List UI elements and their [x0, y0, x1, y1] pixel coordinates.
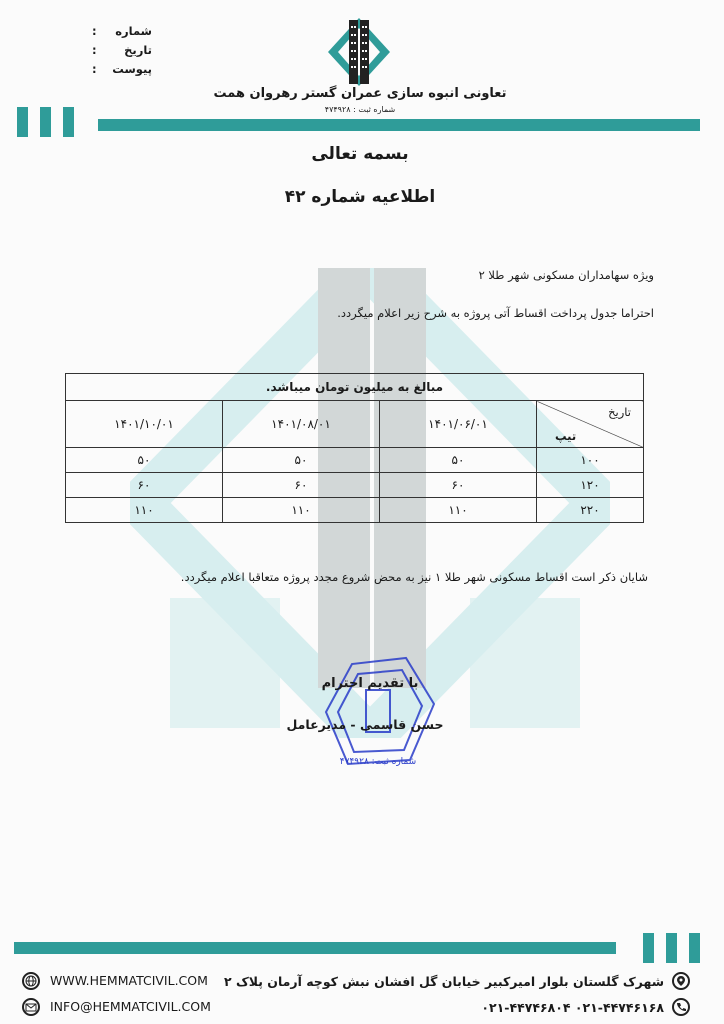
- address-text: شهرک گلستان بلوار امیرکبیر خیابان گل افشان نبش کوچه آرمان پلاک ۲: [223, 974, 664, 989]
- phone-numbers: ۰۲۱-۴۴۷۴۶۸۰۴ ۰۲۱-۴۴۷۴۶۱۶۸: [481, 1000, 664, 1015]
- header-bar-accent: [17, 107, 28, 137]
- addressee-line: ویژه سهامداران مسکونی شهر طلا ۲: [478, 268, 654, 282]
- amount-cell: ۵۰: [223, 448, 380, 473]
- header-rule: [98, 119, 700, 131]
- footer-bar-accent: [689, 933, 700, 963]
- stamp-reg-text: شماره ثبت: ۴۷۴۹۲۸: [339, 757, 417, 767]
- website-link[interactable]: WWW.HEMMATCIVIL.COM: [50, 973, 208, 988]
- amount-cell: ۱۱۰: [380, 498, 537, 523]
- amount-cell: ۵۰: [66, 448, 223, 473]
- table-header-row: [66, 401, 644, 448]
- company-stamp: [318, 652, 438, 772]
- table-row: [66, 498, 644, 523]
- intro-line: احتراما جدول پرداخت اقساط آتی پروژه به شرح زیر اعلام میگردد.: [337, 306, 654, 320]
- closing-line: با تقدیم احترام: [321, 676, 419, 691]
- amount-cell: ۶۰: [380, 473, 537, 498]
- header-bar-accent: [40, 107, 51, 137]
- footer-rule: [14, 942, 616, 954]
- payment-schedule-table: [65, 373, 644, 523]
- amount-cell: ۵۰: [380, 448, 537, 473]
- header-bar-accent: [63, 107, 74, 137]
- table-row: [66, 473, 644, 498]
- date-header-cell: ۱۴۰۱/۰۶/۰۱: [380, 401, 537, 448]
- corner-header-cell: [537, 401, 644, 448]
- signatory-name: حسن قاسمی - مدیرعامل: [286, 717, 444, 732]
- type-cell: ۱۰۰: [537, 448, 644, 473]
- amount-cell: ۶۰: [66, 473, 223, 498]
- globe-icon: [22, 972, 40, 990]
- type-cell: ۱۲۰: [537, 473, 644, 498]
- date-header-cell: ۱۴۰۱/۱۰/۰۱: [66, 401, 223, 448]
- meta-row-number: شماره :: [92, 24, 152, 38]
- table-caption: مبالغ به میلیون تومان میباشد.: [66, 374, 644, 401]
- invocation-heading: بسمه تعالی: [311, 144, 409, 164]
- meta-row-attachment: پیوست :: [92, 62, 152, 76]
- type-cell: ۲۲۰: [537, 498, 644, 523]
- company-name: تعاونی انبوه سازی عمران گستر رهروان همت: [213, 86, 507, 101]
- date-header-cell: ۱۴۰۱/۰۸/۰۱: [223, 401, 380, 448]
- meta-row-date: تاریخ :: [92, 43, 152, 57]
- registration-number: شماره ثبت : ۴۷۴۹۲۸: [324, 105, 396, 114]
- email-icon: [22, 998, 40, 1016]
- note-line: شایان ذکر است اقساط مسکونی شهر طلا ۱ نیز به محض شروع مجدد پروژه متعاقبا اعلام میگردد.: [180, 570, 648, 584]
- document-meta: [92, 22, 152, 79]
- table-caption-row: [66, 374, 644, 401]
- corner-date-label: تاریخ: [608, 405, 631, 419]
- email-link[interactable]: INFO@HEMMATCIVIL.COM: [50, 999, 211, 1014]
- location-pin-icon: [672, 972, 690, 990]
- amount-cell: ۱۱۰: [66, 498, 223, 523]
- table-row: [66, 448, 644, 473]
- phone-icon: [672, 998, 690, 1016]
- footer-bar-accent: [666, 933, 677, 963]
- notice-title: اطلاعیه شماره ۴۲: [284, 187, 436, 207]
- amount-cell: ۶۰: [223, 473, 380, 498]
- corner-type-label: تیپ: [555, 429, 577, 443]
- company-logo: [326, 16, 392, 88]
- amount-cell: ۱۱۰: [223, 498, 380, 523]
- footer-bar-accent: [643, 933, 654, 963]
